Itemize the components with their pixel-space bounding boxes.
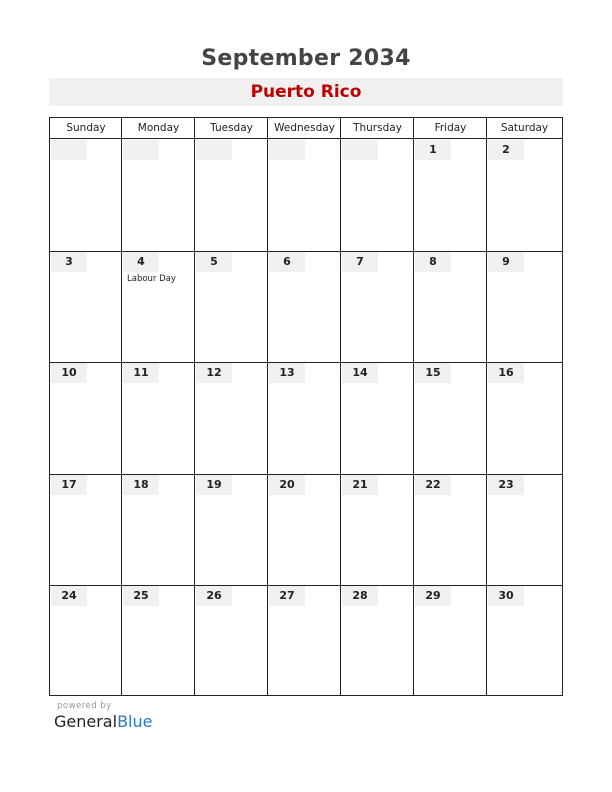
day-number: 19 (206, 478, 222, 491)
region-bar (49, 78, 563, 106)
weekday-friday: Friday (434, 122, 467, 134)
day-cell[interactable] (415, 140, 451, 160)
day-cell[interactable] (269, 363, 305, 383)
region-name: Puerto Rico (250, 82, 362, 102)
brand-blue: Blue (117, 712, 153, 731)
day-cell[interactable] (51, 586, 87, 606)
day-number: 25 (133, 589, 149, 602)
column-divider (194, 118, 195, 695)
day-number: 13 (279, 366, 295, 379)
day-cell[interactable] (51, 363, 87, 383)
weekday-tuesday: Tuesday (210, 122, 253, 134)
day-number: 16 (498, 366, 514, 379)
day-number: 4 (137, 255, 145, 268)
day-number: 18 (133, 478, 149, 491)
day-cell[interactable] (123, 475, 159, 495)
day-cell[interactable] (342, 586, 378, 606)
empty-day-cell (342, 140, 378, 160)
day-cell[interactable] (123, 252, 159, 272)
empty-day-cell (123, 140, 159, 160)
day-cell[interactable] (196, 475, 232, 495)
holiday-label: Labour Day (127, 274, 176, 284)
day-cell[interactable] (196, 252, 232, 272)
day-cell[interactable] (488, 475, 524, 495)
day-number: 8 (429, 255, 437, 268)
weekday-wednesday: Wednesday (274, 122, 335, 134)
day-cell[interactable] (342, 252, 378, 272)
day-cell[interactable] (269, 252, 305, 272)
column-divider (121, 118, 122, 695)
day-number: 27 (279, 589, 295, 602)
generalblue-logo[interactable] (54, 712, 152, 731)
day-number: 10 (61, 366, 77, 379)
column-divider (413, 118, 414, 695)
empty-day-cell (51, 140, 87, 160)
day-cell[interactable] (415, 586, 451, 606)
weekday-thursday: Thursday (353, 122, 402, 134)
day-cell[interactable] (415, 363, 451, 383)
day-number: 12 (206, 366, 222, 379)
day-cell[interactable] (269, 475, 305, 495)
empty-day-cell (196, 140, 232, 160)
weekday-saturday: Saturday (500, 122, 549, 134)
powered-by-label: powered by (57, 701, 112, 711)
column-divider (340, 118, 341, 695)
day-number: 26 (206, 589, 222, 602)
day-number: 29 (425, 589, 441, 602)
day-number: 11 (133, 366, 149, 379)
day-number: 23 (498, 478, 514, 491)
day-number: 5 (210, 255, 218, 268)
weekday-sunday: Sunday (66, 122, 106, 134)
day-cell[interactable] (488, 252, 524, 272)
day-number: 14 (352, 366, 368, 379)
day-cell[interactable] (488, 140, 524, 160)
day-number: 3 (65, 255, 73, 268)
brand-general: General (54, 712, 118, 731)
day-cell[interactable] (269, 586, 305, 606)
day-number: 21 (352, 478, 368, 491)
day-number: 9 (502, 255, 510, 268)
column-divider (486, 118, 487, 695)
day-number: 30 (498, 589, 514, 602)
day-cell[interactable] (415, 475, 451, 495)
day-cell[interactable] (196, 586, 232, 606)
day-cell[interactable] (123, 586, 159, 606)
calendar-title: September 2034 (201, 46, 411, 71)
day-number: 1 (429, 143, 437, 156)
calendar-grid (49, 117, 563, 696)
weekday-monday: Monday (137, 122, 180, 134)
day-number: 20 (279, 478, 295, 491)
day-number: 28 (352, 589, 368, 602)
day-cell[interactable] (51, 475, 87, 495)
day-number: 24 (61, 589, 77, 602)
day-number: 17 (61, 478, 77, 491)
day-cell[interactable] (342, 363, 378, 383)
day-cell[interactable] (342, 475, 378, 495)
day-cell[interactable] (51, 252, 87, 272)
empty-day-cell (269, 140, 305, 160)
day-number: 22 (425, 478, 441, 491)
day-cell[interactable] (488, 363, 524, 383)
day-number: 6 (283, 255, 291, 268)
day-cell[interactable] (123, 363, 159, 383)
day-cell[interactable] (196, 363, 232, 383)
day-number: 2 (502, 143, 510, 156)
day-cell[interactable] (488, 586, 524, 606)
day-cell[interactable] (415, 252, 451, 272)
day-number: 7 (356, 255, 364, 268)
day-number: 15 (425, 366, 441, 379)
column-divider (267, 118, 268, 695)
